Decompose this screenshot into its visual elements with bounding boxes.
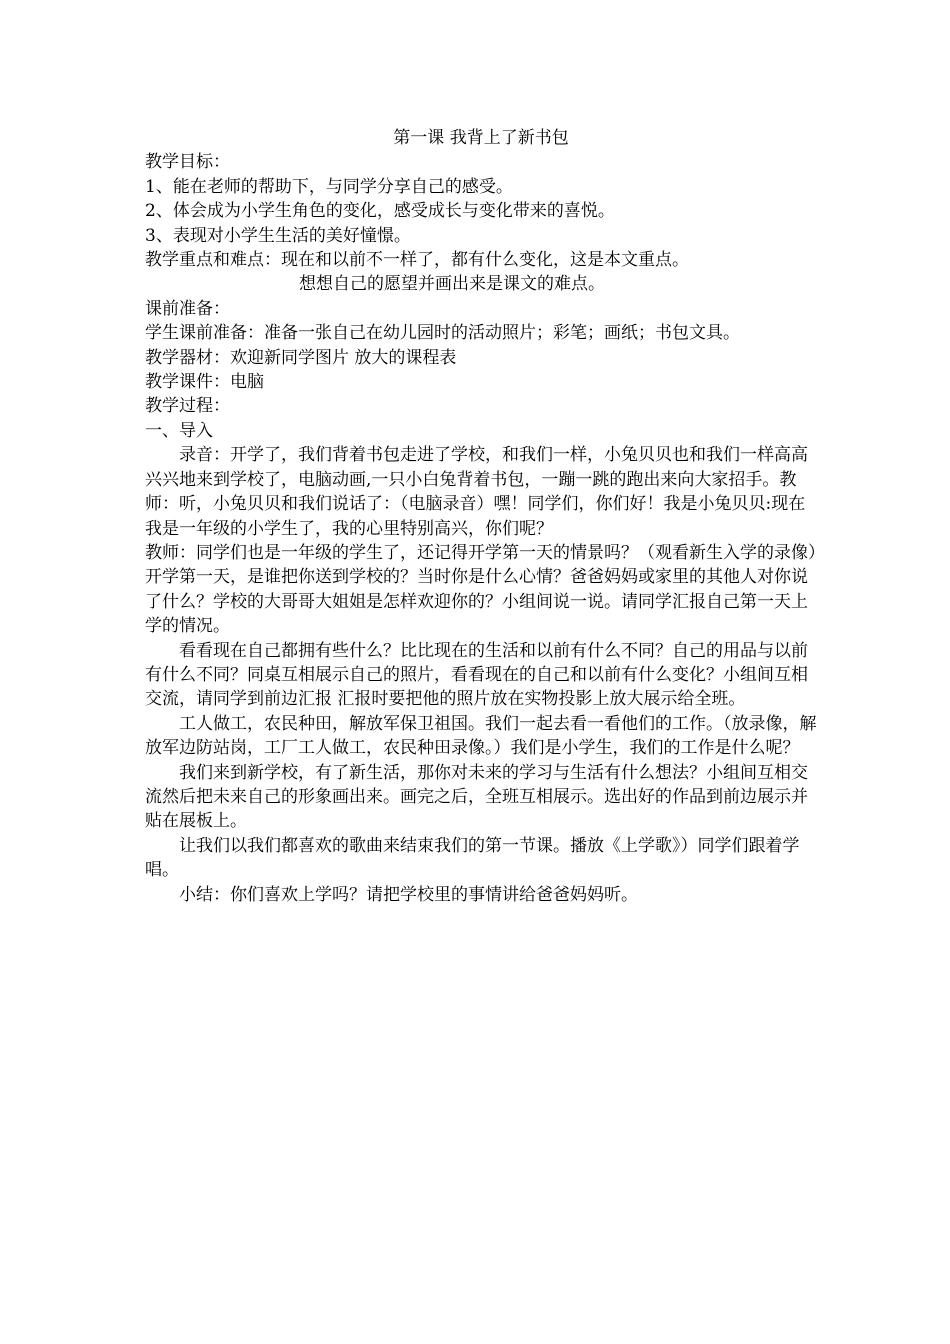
teaching-materials: 教学器材：欢迎新同学图片 放大的课程表	[145, 347, 457, 368]
subsection-heading-intro: 一、导入	[145, 420, 213, 441]
objective-item: 2、体会成为小学生角色的变化，感受成长与变化带来的喜悦。	[145, 201, 615, 222]
body-paragraph: 让我们以我们都喜欢的歌曲来结束我们的第一节课。播放《上学歌》）同学们跟着学唱。	[145, 835, 800, 881]
section-heading-process: 教学过程：	[145, 396, 230, 417]
lesson-title: 第一课 我背上了新书包	[393, 128, 569, 148]
body-paragraph: 录音：开学了，我们背着书包走进了学校，和我们一样，小兔贝贝也和我们一样高高兴兴地来到学校了，电脑动画,一只小白兔背着书包，一蹦一跳的跑出来向大家招手。教师：听，小兔贝贝和我们说话了：（电脑录音）嘿！同学们，你们好！我是小兔贝贝:现在我是一年级的小学生了，我的心里特别高兴，你们呢？	[145, 445, 808, 539]
teaching-courseware: 教学课件：电脑	[145, 372, 264, 393]
key-points: 教学重点和难点：现在和以前不一样了，都有什么变化，这是本文重点。	[145, 250, 689, 271]
body-paragraph: 工人做工，农民种田，解放军保卫祖国。我们一起去看一看他们的工作。（放录像，解放军边防站岗，工厂工人做工，农民种田录像。）我们是小学生，我们的工作是什么呢？	[145, 713, 817, 759]
objective-item: 1、能在老师的帮助下，与同学分享自己的感受。	[145, 176, 513, 197]
key-points-continued: 想想自己的愿望并画出来是课文的难点。	[299, 274, 605, 295]
summary-paragraph: 小结：你们喜欢上学吗？请把学校里的事情讲给爸爸妈妈听。	[179, 884, 638, 905]
student-preparation: 学生课前准备：准备一张自己在幼儿园时的活动照片；彩笔；画纸；书包文具。	[145, 323, 740, 344]
section-heading-preparation: 课前准备：	[145, 298, 230, 319]
section-heading-objectives: 教学目标：	[145, 152, 230, 173]
objective-item: 3、表现对小学生生活的美好憧憬。	[145, 225, 411, 246]
document-page	[145, 126, 817, 907]
body-paragraph: 看看现在自己都拥有些什么？比比现在的生活和以前有什么不同？自己的用品与以前有什么不同？同桌互相展示自己的照片，看看现在的自己和以前有什么变化？小组间互相交流，请同学到前边汇报 汇报时要把他的照片放在实物投影上放大展示给全班。	[145, 640, 808, 710]
body-paragraph: 我们来到新学校，有了新生活，那你对未来的学习与生活有什么想法？小组间互相交流然后把未来自己的形象画出来。画完之后，全班互相展示。选出好的作品到前边展示并贴在展板上。	[145, 762, 808, 832]
body-paragraph: 教师：同学们也是一年级的学生了，还记得开学第一天的情景吗？（观看新生入学的录像）开学第一天，是谁把你送到学校的？当时你是什么心情？爸爸妈妈或家里的其他人对你说了什么？学校的大哥哥大姐姐是怎样欢迎你的？小组间说一说。请同学汇报自己第一天上学的情况。	[145, 542, 817, 637]
